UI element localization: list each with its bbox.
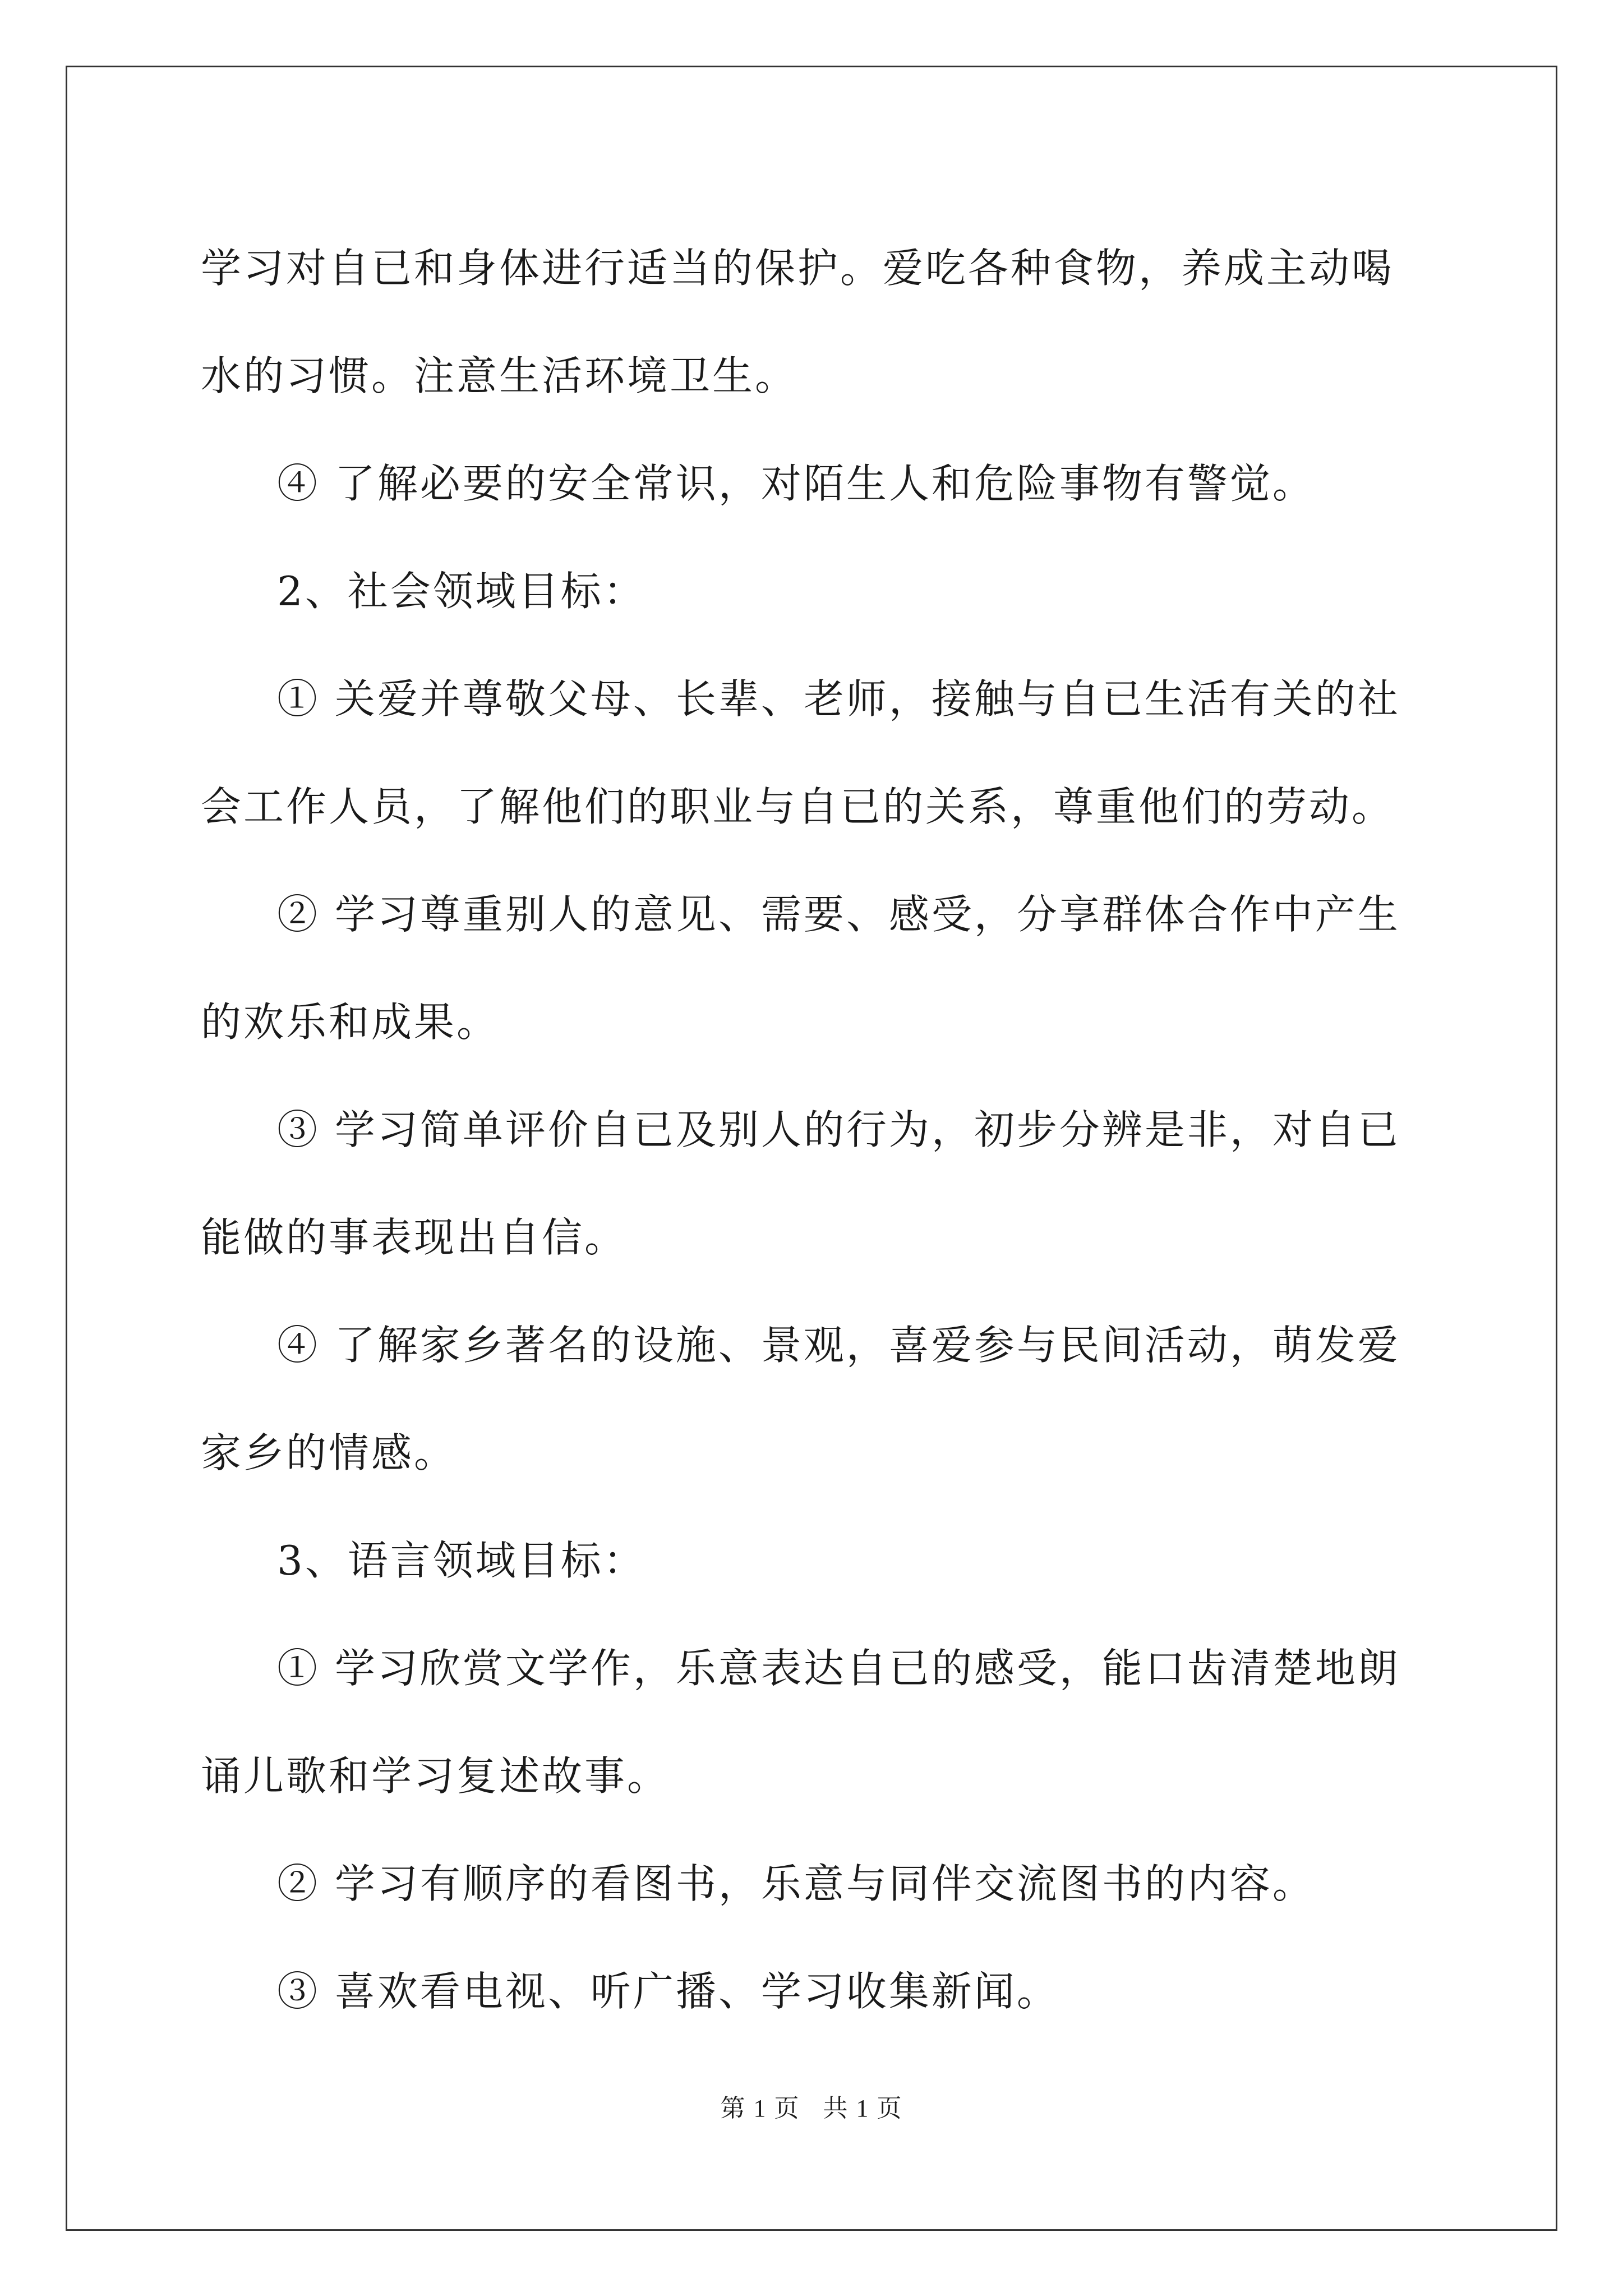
paragraph: ③ 喜欢看电视、听广播、学习收集新闻。 xyxy=(277,1968,1059,2015)
paragraph: ① 学习欣赏文学作，乐意表达自已的感受，能口齿清楚地朗诵儿歌和学习复述故事。 xyxy=(201,1645,1400,1800)
paragraph: ④ 了解家乡著名的设施、景观，喜爱参与民间活动，萌发爱家乡的情感。 xyxy=(201,1322,1400,1476)
paragraph: ② 学习有顺序的看图书，乐意与同伴交流图书的内容。 xyxy=(277,1860,1315,1907)
paragraph: 学习对自已和身体进行适当的保护。爱吃各种食物，养成主动喝水的习惯。注意生活环境卫生。 xyxy=(201,245,1395,399)
paragraph: ① 关爱并尊敬父母、长辈、老师，接触与自已生活有关的社会工作人员，了解他们的职业与自已的关系，尊重他们的劳动。 xyxy=(201,675,1400,830)
document-body xyxy=(201,214,1435,2045)
section-heading: 3、语言领域目标： xyxy=(277,1537,646,1584)
page-number: 第 1 页 xyxy=(720,2095,800,2122)
paragraph: ③ 学习简单评价自已及别人的行为，初步分辨是非，对自已能做的事表现出自信。 xyxy=(201,1106,1400,1261)
paragraph: ④ 了解必要的安全常识，对陌生人和危险事物有警觉。 xyxy=(277,460,1315,507)
page-total: 共 1 页 xyxy=(823,2095,903,2122)
paragraph: ② 学习尊重别人的意见、需要、感受，分享群体合作中产生的欢乐和成果。 xyxy=(201,891,1400,1046)
page-footer xyxy=(0,2088,1623,2124)
section-heading: 2、社会领域目标： xyxy=(277,568,646,615)
